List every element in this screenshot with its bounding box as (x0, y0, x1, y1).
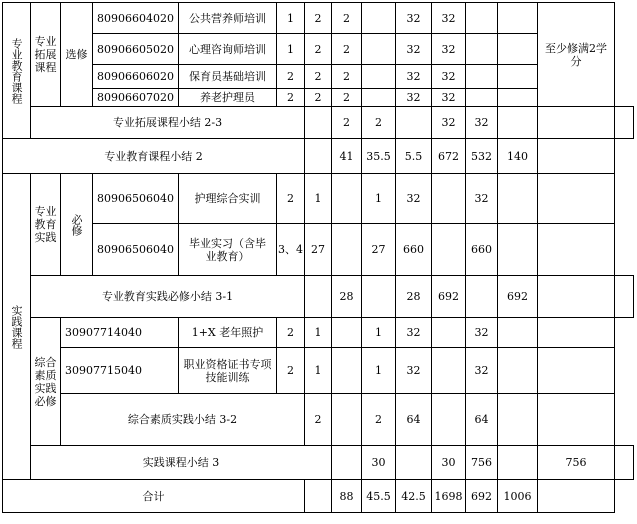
theory-credit (332, 348, 362, 394)
prac-subtotal-label: 专业教育实践必修小结 3-1 (31, 276, 305, 318)
total-hours: 32 (396, 65, 432, 89)
theory-credit: 2 (332, 65, 362, 89)
course-name: 公共营养师培训 (179, 3, 277, 34)
table-row (3, 318, 634, 348)
empty-cell (498, 318, 538, 348)
semester: 1 (277, 3, 305, 34)
empty-cell (538, 348, 615, 394)
empty-cell (305, 480, 332, 513)
practice-hours: 140 (498, 139, 538, 174)
practice-credit: 42.5 (396, 480, 432, 513)
theory-hours (498, 446, 538, 480)
theory-hours: 532 (466, 139, 498, 174)
ext-category: 专业拓展课程 (31, 3, 61, 107)
total-hours: 64 (396, 394, 432, 446)
course-code: 80906604020 (93, 3, 179, 34)
total-hours: 756 (466, 446, 498, 480)
practice-hours: 32 (466, 318, 498, 348)
semester: 2 (277, 348, 305, 394)
credit: 1 (305, 318, 332, 348)
theory-credit (332, 224, 362, 276)
elective-label: 选修 (61, 3, 93, 107)
course-code: 30907715040 (61, 348, 179, 394)
empty-cell (538, 139, 615, 174)
theory-hours: 32 (466, 107, 498, 139)
table-row (3, 224, 634, 276)
total-hours: 32 (396, 318, 432, 348)
semester: 2 (277, 65, 305, 89)
theory-credit (332, 174, 362, 224)
practice-credit (362, 89, 396, 107)
empty-cell (538, 276, 615, 318)
empty-cell (538, 224, 615, 276)
comp-category: 综合素质实践必修 (31, 318, 61, 446)
theory-credit: 2 (362, 107, 396, 139)
theory-hours (466, 276, 498, 318)
practice-hours (498, 107, 538, 139)
course-code: 80906606020 (93, 65, 179, 89)
empty-cell (538, 394, 615, 446)
practice-credit (362, 34, 396, 65)
credit: 88 (332, 480, 362, 513)
course-name: 职业资格证书专项技能训练 (179, 348, 277, 394)
total-hours: 32 (396, 348, 432, 394)
practice-credit (362, 65, 396, 89)
course-code: 30907714040 (61, 318, 179, 348)
empty-cell (498, 348, 538, 394)
prof-subtotal-label: 专业教育课程小结 2 (3, 139, 305, 174)
credit: 1 (305, 348, 332, 394)
empty-cell (498, 394, 538, 446)
empty-cell (538, 480, 615, 513)
practice-hours (466, 3, 498, 34)
theory-credit: 45.5 (362, 480, 396, 513)
empty-cell (538, 174, 615, 224)
theory-hours: 692 (466, 480, 498, 513)
credit: 41 (332, 139, 362, 174)
empty-cell (332, 446, 362, 480)
credit: 1 (305, 174, 332, 224)
course-table (2, 2, 634, 513)
practice-hours (466, 89, 498, 107)
course-code: 80906605020 (93, 34, 179, 65)
section-practice: 实践课程 (3, 174, 31, 480)
course-name: 心理咨询师培训 (179, 34, 277, 65)
subtotal-row (3, 107, 634, 139)
practice-hours: 64 (466, 394, 498, 446)
subtotal-row (3, 394, 634, 446)
grand-total-label: 合计 (3, 480, 305, 513)
theory-credit: 2 (332, 89, 362, 107)
theory-hours: 32 (432, 34, 466, 65)
section-professional: 专业教育课程 (3, 3, 31, 139)
empty-cell (305, 107, 332, 139)
credit: 28 (332, 276, 362, 318)
total-hours: 32 (432, 107, 466, 139)
practice-credit: 27 (362, 224, 396, 276)
semester: 1 (277, 34, 305, 65)
theory-credit (362, 276, 396, 318)
semester: 2 (277, 174, 305, 224)
theory-hours (432, 174, 466, 224)
ext-note: 至少修满2学分 (538, 3, 615, 107)
credit: 27 (305, 224, 332, 276)
total-hours: 692 (432, 276, 466, 318)
total-hours: 1698 (432, 480, 466, 513)
theory-hours (432, 348, 466, 394)
empty-cell (538, 107, 615, 139)
empty-cell (498, 224, 538, 276)
theory-hours (432, 318, 466, 348)
practice-credit: 1 (362, 318, 396, 348)
practice-hours: 32 (466, 174, 498, 224)
course-code: 80906607020 (93, 89, 179, 107)
practice-hours: 32 (466, 348, 498, 394)
total-hours: 32 (396, 3, 432, 34)
course-name: 护理综合实训 (179, 174, 277, 224)
credit: 2 (305, 34, 332, 65)
empty-cell (538, 318, 615, 348)
theory-hours: 32 (432, 3, 466, 34)
course-code: 80906506040 (93, 224, 179, 276)
table-row (3, 348, 634, 394)
practice-credit (362, 3, 396, 34)
empty-cell (498, 65, 538, 89)
practice-credit (396, 107, 432, 139)
practice-credit: 1 (362, 174, 396, 224)
course-name: 毕业实习（含毕业教育） (179, 224, 277, 276)
credit: 2 (332, 107, 362, 139)
practice-hours: 660 (466, 224, 498, 276)
total-hours: 660 (396, 224, 432, 276)
required-label: 必修 (61, 174, 93, 276)
table-row (3, 174, 634, 224)
empty-cell (305, 276, 332, 318)
prac-category: 专业教育实践 (31, 174, 61, 276)
theory-credit: 35.5 (362, 139, 396, 174)
practice-hours: 756 (538, 446, 615, 480)
empty-cell (498, 174, 538, 224)
empty-cell (498, 3, 538, 34)
practice-credit: 2 (362, 394, 396, 446)
empty-cell (498, 34, 538, 65)
semester: 3、4 (277, 224, 305, 276)
total-hours: 32 (396, 89, 432, 107)
course-code: 80906506040 (93, 174, 179, 224)
total-hours: 32 (396, 174, 432, 224)
theory-credit (332, 394, 362, 446)
practice-credit: 5.5 (396, 139, 432, 174)
total-hours: 32 (396, 34, 432, 65)
course-name: 保育员基础培训 (179, 65, 277, 89)
comp-subtotal-label: 综合素质实践小结 3-2 (61, 394, 305, 446)
ext-subtotal-label: 专业拓展课程小结 2-3 (31, 107, 305, 139)
practice-hours (466, 34, 498, 65)
empty-cell (305, 139, 332, 174)
empty-cell (615, 446, 634, 480)
empty-cell (498, 89, 538, 107)
theory-hours: 32 (432, 65, 466, 89)
theory-hours (432, 224, 466, 276)
empty-cell (615, 107, 634, 139)
credit: 2 (305, 3, 332, 34)
subtotal-row (3, 446, 634, 480)
subtotal-row (3, 276, 634, 318)
practice-credit: 28 (396, 276, 432, 318)
theory-credit (396, 446, 432, 480)
course-name: 养老护理员 (179, 89, 277, 107)
theory-hours (432, 394, 466, 446)
total-hours: 672 (432, 139, 466, 174)
practice-hours: 692 (498, 276, 538, 318)
practice-subtotal-label: 实践课程小结 3 (31, 446, 332, 480)
table-row (3, 3, 634, 34)
practice-hours (466, 65, 498, 89)
credit: 2 (305, 394, 332, 446)
theory-hours: 32 (432, 89, 466, 107)
practice-hours: 1006 (498, 480, 538, 513)
subtotal-row (3, 139, 634, 174)
theory-credit: 2 (332, 34, 362, 65)
credit: 30 (362, 446, 396, 480)
credit: 2 (305, 65, 332, 89)
theory-credit: 2 (332, 3, 362, 34)
empty-cell (615, 276, 634, 318)
course-name: 1+X 老年照护 (179, 318, 277, 348)
theory-credit (332, 318, 362, 348)
practice-credit: 30 (432, 446, 466, 480)
total-row (3, 480, 634, 513)
semester: 2 (277, 89, 305, 107)
practice-credit: 1 (362, 348, 396, 394)
semester: 2 (277, 318, 305, 348)
credit: 2 (305, 89, 332, 107)
